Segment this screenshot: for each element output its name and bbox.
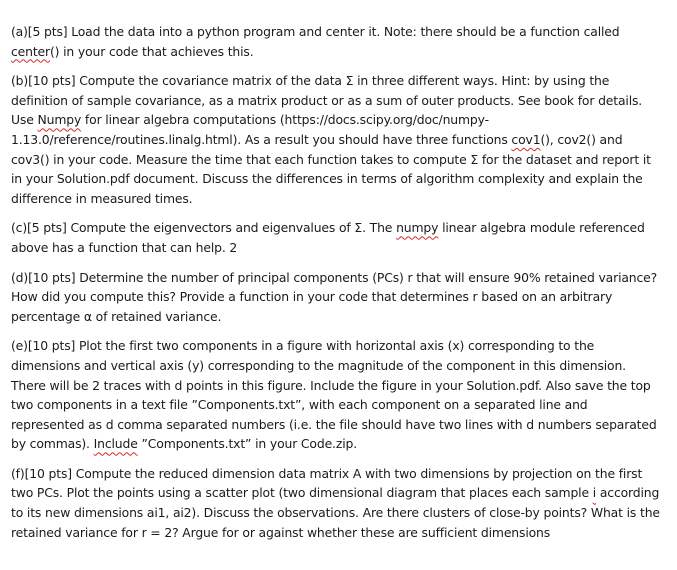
paragraph-b [11,71,661,208]
paragraph-a-text-1: (a)[5 pts] Load the data into a python program and center it. Note: there should be a function called [11,24,620,39]
paragraph-f-text-2: according to its new dimensions ai1, ai2). Discuss the observations. Are there clusters of close-by points? What is the retained variance for r = 2? Argue for or against whether these are sufficient dimensions [11,485,660,540]
spellcheck-word-center[interactable]: center [11,43,50,59]
paragraph-b-text-1: (b)[10 pts] Compute the covariance matrix of the data Σ in three different ways. Hint: by using the definition of sample covariance, as a matrix product or as a sum of outer products. See book for details. Use [11,73,643,128]
spellcheck-word-numpy-lower[interactable]: numpy [396,220,439,236]
paragraph-b-text-2: for linear algebra computations (https://docs.scipy.org/doc/numpy-1.13.0/reference/routines.linalg.html). As a result you should have three functions [11,112,512,147]
paragraph-e [11,336,661,454]
spellcheck-word-include[interactable]: Include [93,436,138,452]
paragraph-b-text-3: (), cov2() and cov3() in your code. Measure the time that each function takes to compute Σ for the dataset and report it in your Solution.pdf document. Discuss the differences in terms of algorithm complexity and explain the difference in measured times. [11,131,651,206]
paragraph-e-text-2: ”Components.txt” in your Code.zip. [137,436,357,452]
spellcheck-word-numpy[interactable]: Numpy [37,112,82,128]
paragraph-c-text-2: linear algebra module referenced above has a function that can help. 2 [11,220,645,255]
document-body [11,22,661,552]
paragraph-a-text-2: () in your code that achieves this. [49,43,254,59]
paragraph-c-text-1: (c)[5 pts] Compute the eigenvectors and eigenvalues of Σ. The [11,220,397,236]
paragraph-a [11,22,661,61]
spellcheck-word-cov1[interactable]: cov1 [511,131,541,147]
paragraph-d [11,268,661,327]
spellcheck-word-i[interactable]: i [592,485,597,501]
paragraph-c [11,218,661,257]
paragraph-e-text-1: (e)[10 pts] Plot the first two components in a figure with horizontal axis (x) corresponding to the dimensions and vertical axis (y) corresponding to the magnitude of the component in this dimension. There will be 2 traces with d points in this figure. Include the figure in your Solution.pdf. Also save the top two components in a text file ”Components.txt”, with each component on a separated line and represented as d comma separated numbers (i.e. the file should have two lines with d numbers separated by commas). [11,338,657,452]
paragraph-f [11,464,661,542]
paragraph-f-text-1: (f)[10 pts] Compute the reduced dimension data matrix A with two dimensions by projection on the first two PCs. Plot the points using a scatter plot (two dimensional diagram that places each sample [11,465,643,501]
paragraph-d-text-1: (d)[10 pts] Determine the number of principal components (PCs) r that will ensure 90% retained variance? How did you compute this? Provide a function in your code that determines r based on an arbitrary percentage α of retained variance. [11,269,658,324]
